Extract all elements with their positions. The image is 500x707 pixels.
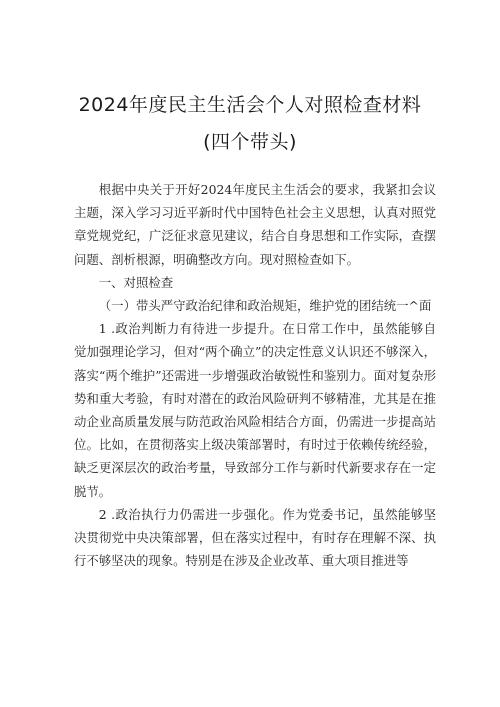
item-2-paragraph: 2 .政治执行力仍需进一步强化。作为党委书记，虽然能够坚决贯彻党中央决策部署，但在落实过程中，有时存在理解不深、执行不够坚决的现象。特别是在涉及企业改革、重大项目推进等 [74,506,436,569]
document-subtitle: (四个带头) [203,131,297,153]
section-heading: 一、对照检查 [98,274,174,290]
document-body [74,178,436,572]
document-title: 2024年度民主生活会个人对照检查材料 [78,94,422,116]
item-1-paragraph: 1 .政治判断力有待进一步提升。在日常工作中，虽然能够自觉加强理论学习，但对“两个确立”的决定性意义认识还不够深入，落实“两个维护”还需进一步增强政治敏锐性和鉴别力。面对复杂形势和重大考验，有时对潜在的政治风险研判不够精准，尤其是在推动企业高质量发展与防范政治风险相结合方面，仍需进一步提高站位。比如，在贯彻落实上级决策部署时，有时过于依赖传统经验，缺乏更深层次的政治考量，导致部分工作与新时代新要求存在一定脱节。 [74,321,436,499]
intro-paragraph: 根据中央关于开好2024年度民主生活会的要求，我紧扣会议主题，深入学习习近平新时代中国特色社会主义思想，认真对照党章党规党纪，广泛征求意见建议，结合自身思想和工作实际，查摆问题、剖析根源，明确整改方向。现对照检查如下。 [74,182,436,267]
subsection-heading: （一）带头严守政治纪律和政治规矩，维护党的团结统一^面 [98,298,432,314]
